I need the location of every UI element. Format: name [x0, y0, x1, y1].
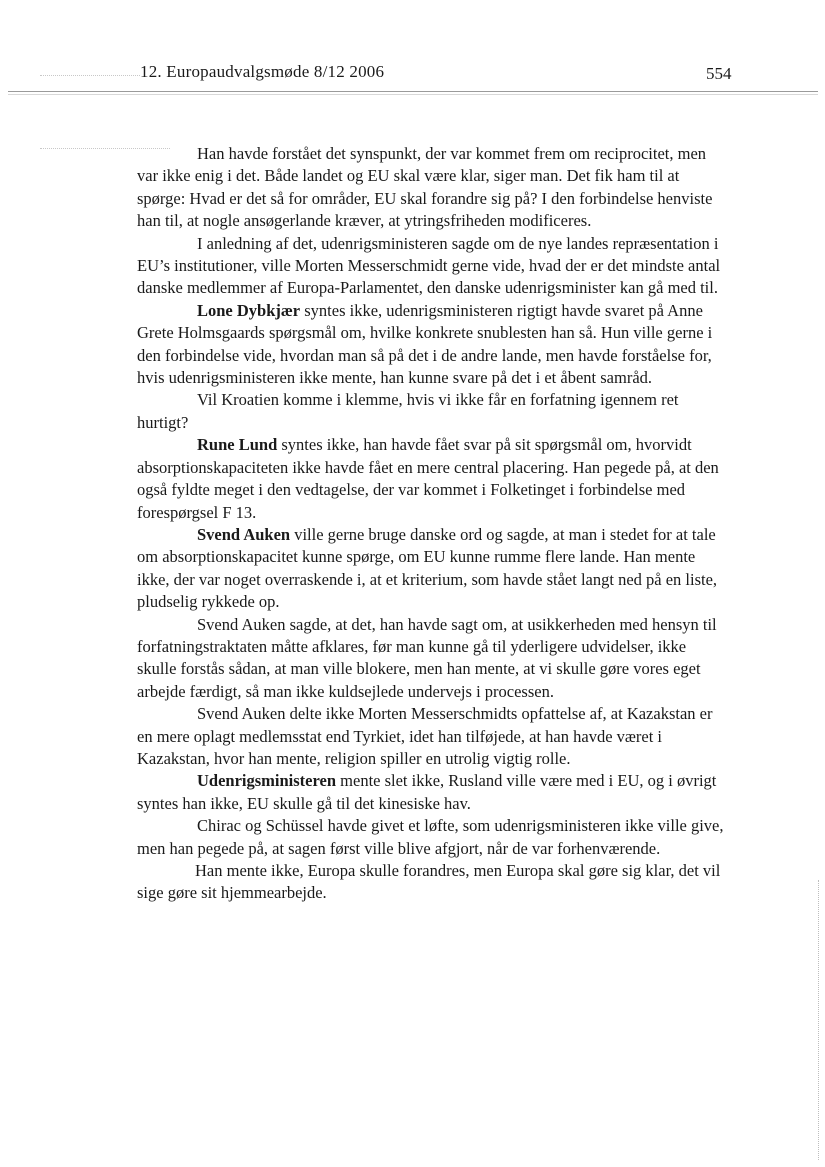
- paragraph: [137, 233, 725, 300]
- scan-edge: [818, 880, 819, 1160]
- paragraph: [137, 614, 725, 704]
- paragraph-text: syntes ikke, han havde fået svar på sit spørgsmål om, hvorvidt absorptionskapaciteten ikke havde fået en mere central placering. Han pegede på, at den også fyldte meget i den vedtagelse, der var kommet i Folketinget i forbindelse med forespørgsel F 13.: [137, 435, 719, 522]
- paragraph-text: syntes ikke, udenrigsministeren rigtigt havde svaret på Anne Grete Holmsgaards spørgsmål om, hvilke konkrete snublesten han så. Hun ville gerne i den forbindelse vide, hvordan man så på det i de andre lande, men havde forståelse for, hvis udenrigsministeren ikke mente, han kunne svare på det i et åbent samråd.: [137, 300, 713, 388]
- speaker-name: Udenrigsministeren: [197, 771, 337, 791]
- meeting-title: 12. Europaudvalgsmøde 8/12 2006: [140, 62, 385, 81]
- paragraph: [137, 770, 725, 815]
- speaker-name: Lone Dybkjær: [197, 300, 301, 320]
- paragraph-text: Svend Auken delte ikke Morten Messerschmidts opfattelse af, at Kazakstan er en mere oplagt medlemsstat end Tyrkiet, idet han tilføjede, at han havde været i Kazakstan, hvor han mente, religion spiller en utrolig vigtig rolle.: [137, 704, 713, 768]
- paragraph: [137, 815, 725, 860]
- speaker-name: Rune Lund: [197, 435, 278, 455]
- paragraph: [137, 389, 725, 434]
- header-rule: [8, 91, 818, 92]
- paragraph-text: I anledning af det, udenrigsministeren sagde om de nye landes repræsentation i EU’s institutioner, ville Morten Messerschmidt gerne vide, hvad der er det mindste antal danske medlemmer af Europa-Parlamentet, den danske udenrigsminister kan gå med til.: [137, 233, 721, 298]
- paragraph-text: ville gerne bruge danske ord og sagde, at man i stedet for at tale om absorptionskapacitet kunne spørge, om EU kunne rumme flere lande. Han mente ikke, der var noget overraskende i, at et kriterium, som havde stået langt ned på en liste, pludselig rykkede op.: [137, 524, 718, 612]
- page-number: 554: [706, 64, 732, 83]
- paragraph-text: Chirac og Schüssel havde givet et løfte, som udenrigsministeren ikke ville give, men han pegede på, at sagen først ville blive afgjort, når de var forhenværende.: [137, 816, 724, 858]
- page-header: [140, 62, 740, 86]
- paragraph: [137, 434, 725, 524]
- paragraph: [137, 300, 725, 390]
- paragraph: [137, 524, 725, 614]
- paragraph-text: Han havde forstået det synspunkt, der var kommet frem om reciprocitet, men var ikke enig i det. Både landet og EU skal være klar, siger man. Det fik ham til at spørge: Hvad er det så for områder, EU skal forandre sig på? I den forbindelse henviste han til, at nogle ansøgerlande kræver, at ytringsfriheden modificeres.: [137, 144, 713, 231]
- scan-artifact-top: [40, 75, 140, 76]
- paragraph-text: Han mente ikke, Europa skulle forandres, men Europa skal gøre sig klar, det vil sige gøre sit hjemmearbejde.: [137, 861, 721, 903]
- speaker-name: Svend Auken: [197, 524, 291, 544]
- document-body: [137, 143, 725, 905]
- paragraph: [137, 860, 725, 905]
- paragraph: [137, 703, 725, 770]
- paragraph: [137, 143, 725, 233]
- paragraph-text: Vil Kroatien komme i klemme, hvis vi ikke får en forfatning igennem ret hurtigt?: [137, 390, 679, 432]
- header-rule-shadow: [8, 94, 818, 95]
- paragraph-text: Svend Auken sagde, at det, han havde sagt om, at usikkerheden med hensyn til forfatningstraktaten måtte afklares, før man kunne gå til yderligere udvidelser, ikke skulle forstås sådan, at man ville blokere, men han mente, at vi skulle gøre vores eget arbejde færdigt, så man ikke kuldsejlede undervejs i processen.: [137, 614, 717, 701]
- paragraph-text: mente slet ikke, Rusland ville være med i EU, og i øvrigt syntes han ikke, EU skulle gå til det kinesiske hav.: [137, 771, 717, 813]
